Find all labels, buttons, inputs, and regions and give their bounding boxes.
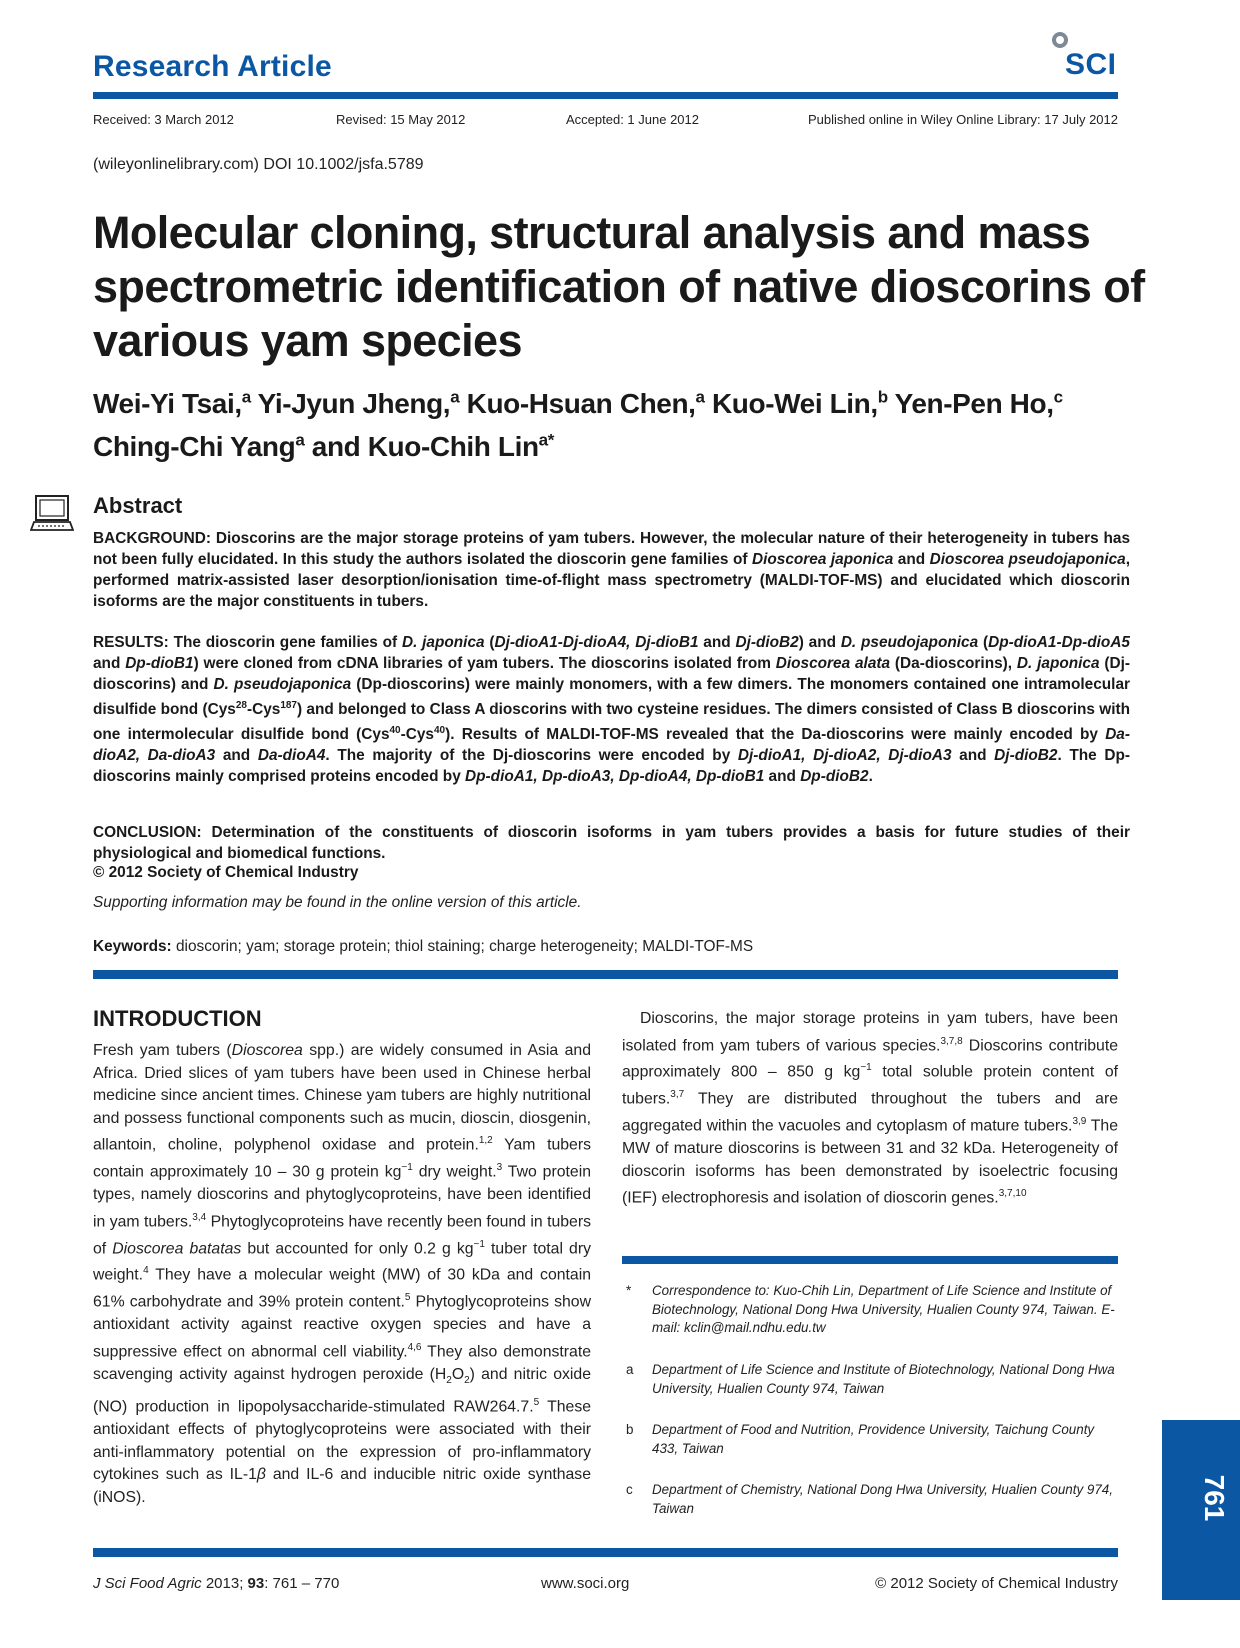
supporting-info-note: Supporting information may be found in the online version of this article. xyxy=(93,894,582,911)
section-rule xyxy=(93,970,1118,979)
abstract-copyright: © 2012 Society of Chemical Industry xyxy=(93,864,359,881)
doi-line: (wileyonlinelibrary.com) DOI 10.1002/jsfa.5789 xyxy=(93,156,424,173)
footer-copyright: © 2012 Society of Chemical Industry xyxy=(875,1575,1118,1592)
footnote-rule xyxy=(622,1256,1118,1264)
introduction-left-column: Fresh yam tubers (Dioscorea spp.) are widely consumed in Asia and Africa. Dried slices of yam tubers have been used in Chinese herbal medicine since ancient times. Chinese yam tubers are highly nutritional and possess functional components such as mucin, dioscin, diosgenin, allantoin, choline, polyphenol oxidase and protein.$^{1,2}$ Yam tubers contain approximately 10 – 30 g protein $kg^{-1}$ dry weight.$^3$ Two protein types, namely dioscorins and phytoglycoproteins, have been identified in yam tubers.$^{3,4}$ Phytoglycoproteins have recently been found in tubers of Dioscorea batatas but accounted for only 0.2 g $kg^{-1}$ tuber total dry weight.$^4$ They have a molecular weight (MW) of 30 kDa and contain 61% carbohydrate and 39% protein content.$^5$ Phytoglycoproteins show antioxidant activity against reactive oxygen species and have a suppressive effect on abnormal cell viability.$^{4,6}$ They also demonstrate scavenging activity against hydrogen peroxide $(H_2O_2)$ and nitric oxide (NO) production in lipopolysaccharide-stimulated RAW264.7.$^5$ These antioxidant effects of phytoglycoproteins were associated with their anti-inflammatory potential on the expression of pro-inflammatory cytokines such as IL-1β and IL-6 and inducible nitric oxide synthase (iNOS). xyxy=(93,1042,591,1506)
author: Yen-Pen Ho,$^c$ xyxy=(894,388,1063,420)
footer-website: www.soci.org xyxy=(541,1575,630,1592)
footer-citation: J Sci Food Agric 2013; 93: 761 – 770 xyxy=(93,1575,340,1592)
abstract-background: BACKGROUND: Dioscorins are the major storage proteins of yam tubers. However, the molecular nature of their heterogeneity in tubers has not been fully elucidated. In this study the authors isolated the dioscorin gene families of Dioscorea japonica and Dioscorea pseudojaponica, performed matrix-assisted laser desorption/ionisation time-of-flight mass spectrometry (MALDI-TOF-MS) and elucidated which dioscorin isoforms are the major constituents in tubers. xyxy=(93,530,1130,610)
logo-text: SCI xyxy=(1065,48,1117,81)
author: Kuo-Wei Lin,$^b$ xyxy=(711,388,888,420)
page-number-tab xyxy=(1162,1420,1240,1600)
accepted-date: Accepted: 1 June 2012 xyxy=(566,112,699,127)
introduction-right-column: Dioscorins, the major storage proteins in yam tubers, have been isolated from yam tubers of various species.$^{3,7,8}$ Dioscorins contribute approximately 800 – 850 g $kg^{-1}$ total soluble protein content of tubers.$^{3,7}$ They are distributed throughout the tubers and are aggregated within the vacuoles and cytoplasm of mature tubers.$^{3,9}$ The MW of mature dioscorins is between 31 and 32 kDa. Heterogeneity of dioscorin isoforms has been demonstrated by isoelectric focusing (IEF) electrophoresis and isolation of dioscorin genes.$^{3,7,10}$ xyxy=(622,1010,1118,1207)
author: and Kuo-Chih Lin$^{a*}$ xyxy=(311,430,554,462)
abstract-heading: Abstract xyxy=(93,493,183,518)
received-date: Received: 3 March 2012 xyxy=(93,112,234,127)
footnote-affiliation-c: c Department of Chemistry, National Dong Hwa University, Hualien County 974, Taiwan xyxy=(626,1482,1113,1516)
footnote-correspondence: * Correspondence to: Kuo-Chih Lin, Department of Life Science and Institute of Biotechnology, National Dong Hwa University, Hualien County 974, Taiwan. E-mail: kclin@mail.ndhu.edu.tw xyxy=(626,1283,1115,1335)
footnote-affiliation-b: b Department of Food and Nutrition, Providence University, Taichung County 433, Taiwan xyxy=(626,1422,1095,1456)
abstract-results: RESULTS: The dioscorin gene families of D. japonica (Dj-dioA1-Dj-dioA4, Dj-dioB1 and Dj-dioB2) and D. pseudojaponica (Dp-dioA1-Dp-dioA5 and Dp-dioB1) were cloned from cDNA libraries of yam tubers. The dioscorins isolated from Dioscorea alata (Da-dioscorins), D. japonica (Dj-dioscorins) and D. pseudojaponica (Dp-dioscorins) were mainly monomers, with a few dimers. The monomers contained one intramolecular disulfide bond (Cys$^{28}$-Cys$^{187}$) and belonged to Class A dioscorins with two cysteine residues. The dimers consisted of Class B dioscorins with one intermolecular disulfide bond (Cys$^{40}$-Cys$^{40}$). Results of MALDI-TOF-MS revealed that the Da-dioscorins were mainly encoded by Da-dioA2, Da-dioA3 and Da-dioA4. The majority of the Dj-dioscorins were encoded by Dj-dioA1, Dj-dioA2, Dj-dioA3 and Dj-dioB2. The Dp-dioscorins mainly comprised proteins encoded by Dp-dioA1, Dp-dioA3, Dp-dioA4, Dp-dioB1 and Dp-dioB2. xyxy=(93,634,1131,786)
author-list xyxy=(93,380,1153,465)
keywords-line: Keywords: dioscorin; yam; storage protein; thiol staining; charge heterogeneity; MALDI-TOF-MS xyxy=(93,938,754,955)
computer-icon xyxy=(30,494,74,534)
author: Wei-Yi Tsai,$^a$ xyxy=(93,388,251,420)
sci-logo xyxy=(1050,30,1136,82)
author: Yi-Jyun Jheng,$^a$ xyxy=(257,388,460,420)
page-number: 761 xyxy=(1199,1474,1230,1522)
published-date: Published online in Wiley Online Library: 17 July 2012 xyxy=(807,112,1118,127)
logo-ring-icon xyxy=(1052,32,1068,48)
abstract-conclusion: CONCLUSION: Determination of the constituents of dioscorin isoforms in yam tubers provides a basis for future studies of their physiological and biomedical functions. xyxy=(93,824,1130,862)
footnote-affiliation-a: a Department of Life Science and Institute of Biotechnology, National Dong Hwa University, Hualien County 974, Taiwan xyxy=(626,1362,1115,1396)
introduction-heading: INTRODUCTION xyxy=(93,1006,262,1031)
author: Kuo-Hsuan Chen,$^a$ xyxy=(466,388,705,420)
revised-date: Revised: 15 May 2012 xyxy=(336,112,466,127)
footer-rule xyxy=(93,1548,1118,1557)
article-title: Molecular cloning, structural analysis and mass spectrometric identification of native dioscorins of various yam species xyxy=(93,207,1145,366)
header-rule xyxy=(93,92,1118,99)
author: Ching-Chi Yang$^a$ xyxy=(93,430,305,462)
article-type-label: Research Article xyxy=(93,50,332,83)
